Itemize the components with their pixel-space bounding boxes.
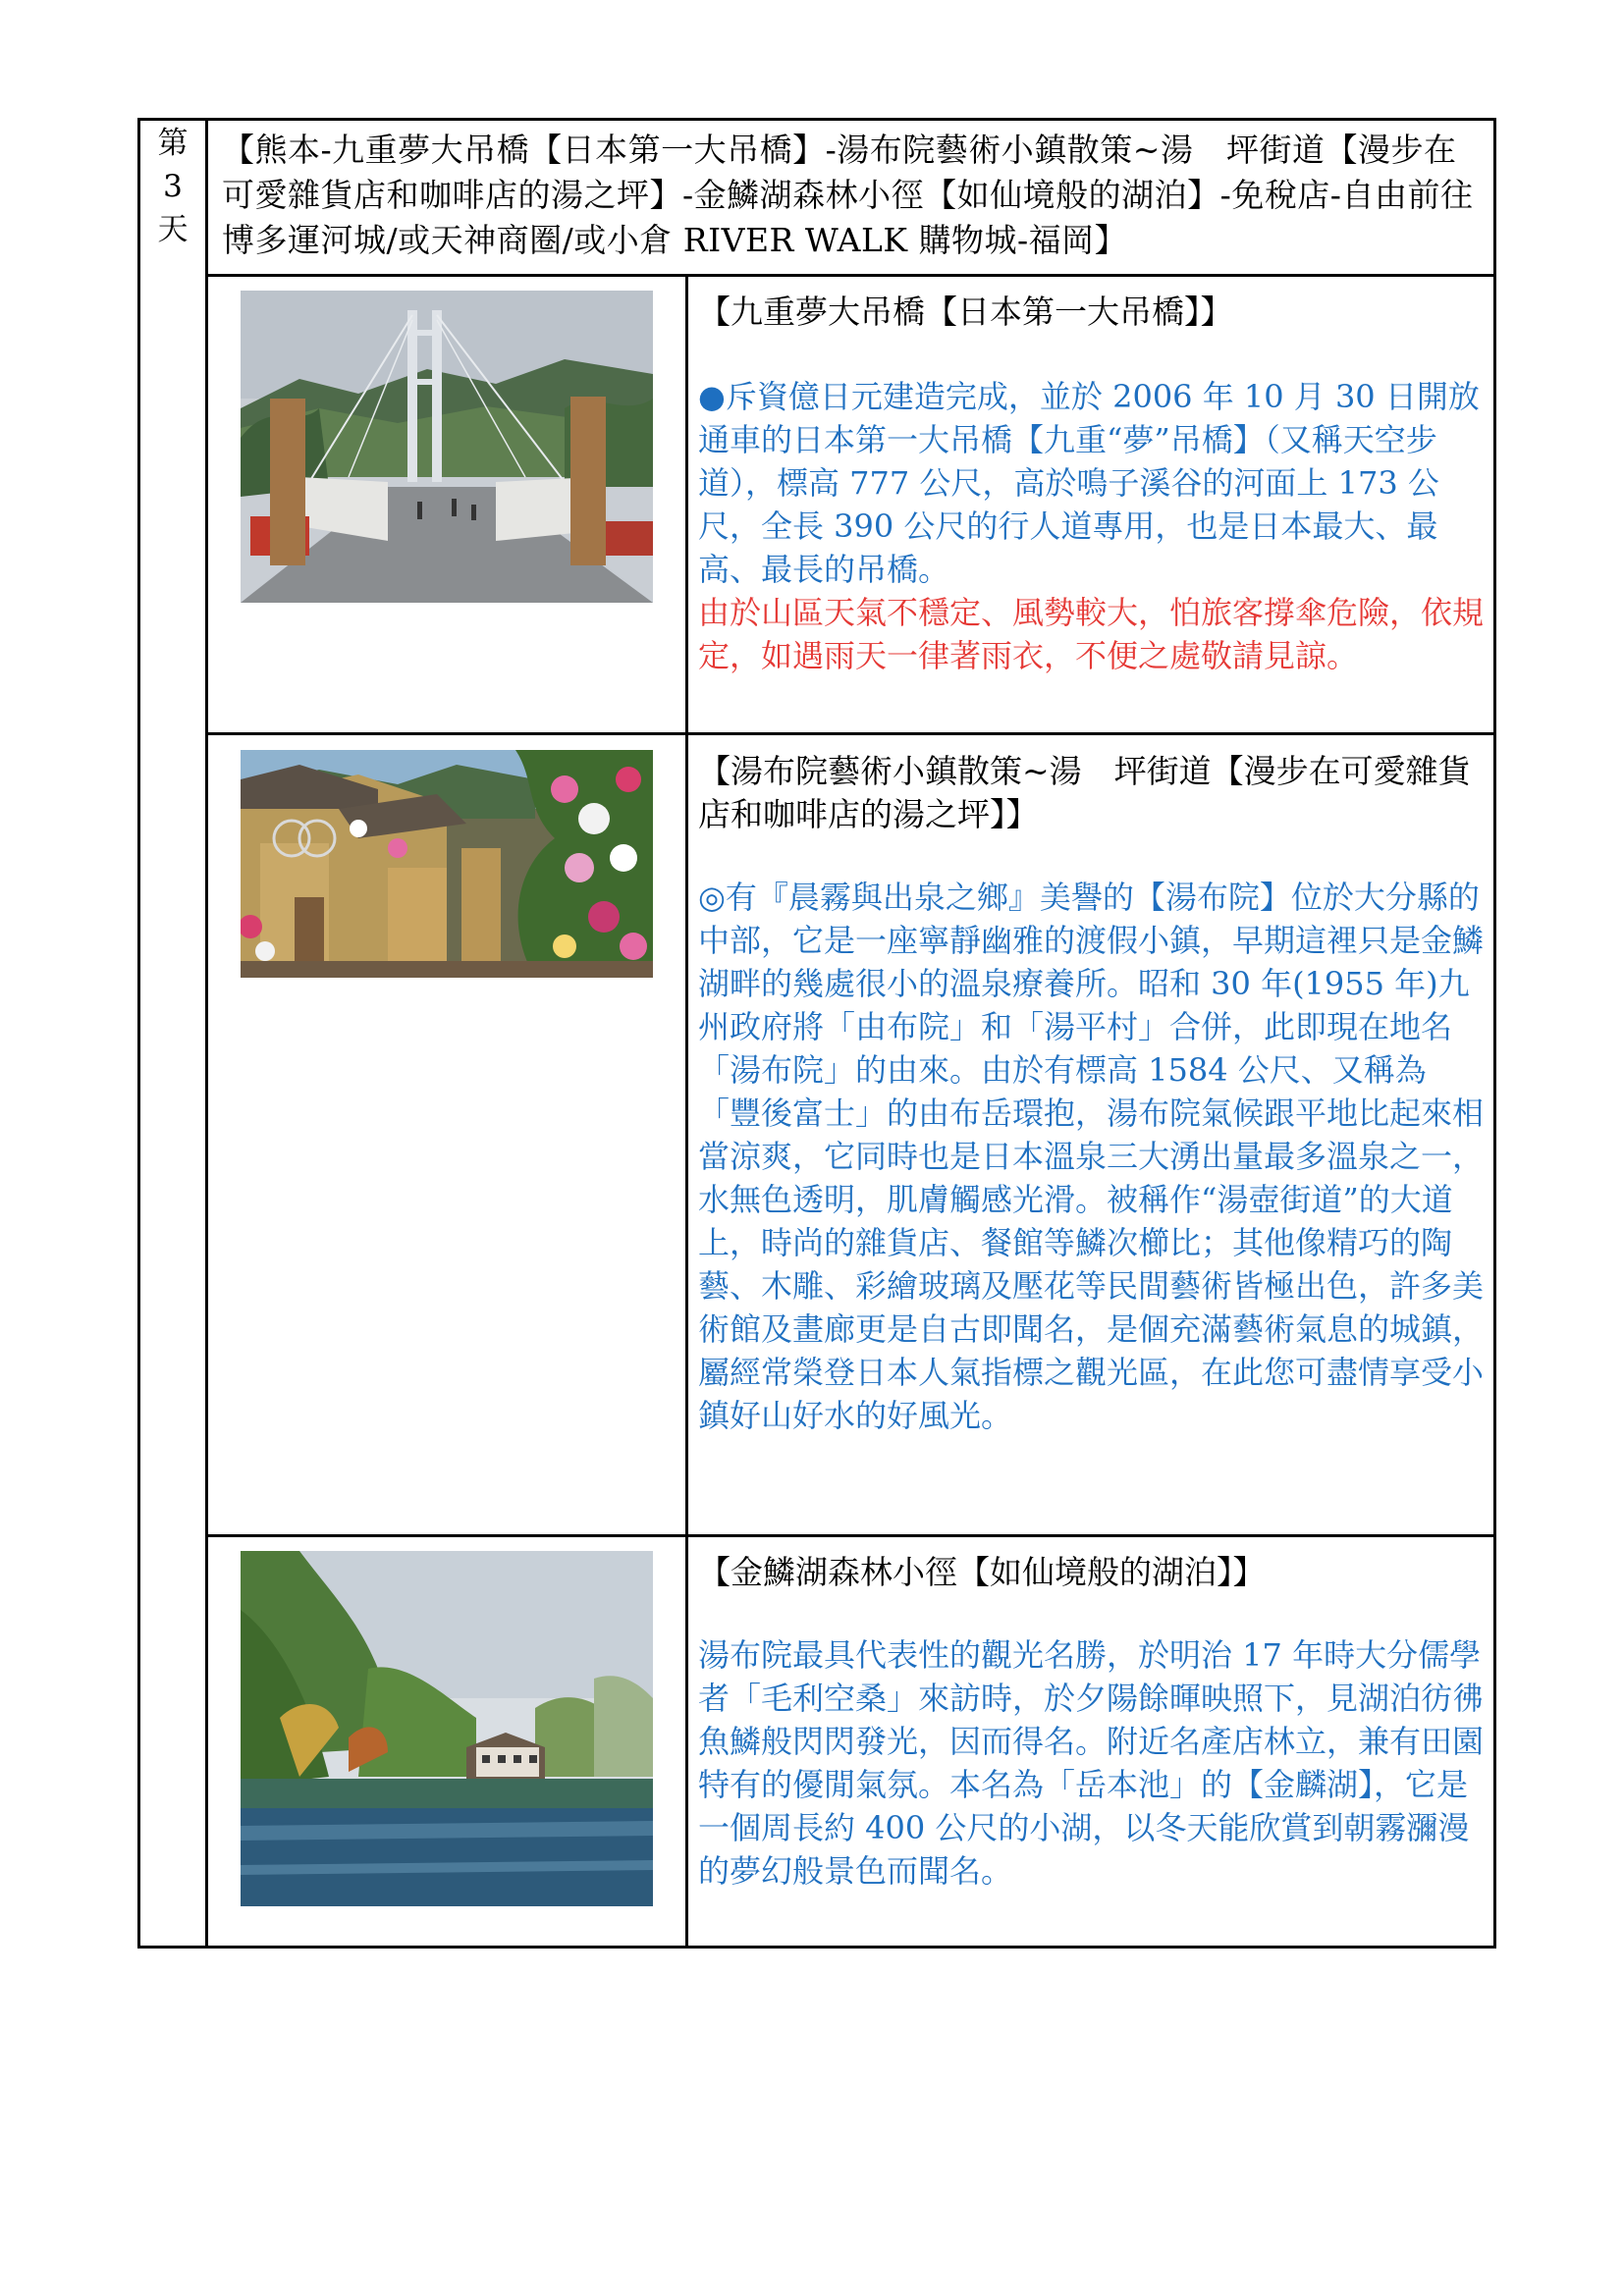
row-divider-1	[205, 732, 1496, 735]
section-title-yufuin: 【湯布院藝術小鎮散策~湯 坪街道【漫步在可愛雜貨店和咖啡店的湯之坪】】	[698, 752, 1471, 833]
day-label-char: 天	[157, 212, 189, 247]
section-desc-bridge: ●斥資億日元建造完成，並於 2006 年 10 月 30 日開放通車的日本第一大吊橋【九重“夢”吊橋】（又稱天空步道），標高 777 公尺，高於鳴子溪谷的河面上 173 公尺，全長 390 公尺的行人道專用，也是日本最大、最高、最長的吊橋。	[698, 378, 1480, 588]
yufuin-street-photo	[241, 750, 653, 978]
photo-column-divider	[685, 274, 688, 1949]
heading-divider	[205, 274, 1496, 277]
section-desc-kinrin-lake: 湯布院最具代表性的觀光名勝，於明治 17 年時大分儒學者「毛利空桑」來訪時，於夕陽餘暉映照下，見湖泊彷彿魚鱗般閃閃發光，因而得名。附近名產店林立，兼有田園特有的優閒氣氛。本名為「岳本池」的【金麟湖】，它是一個周長約 400 公尺的小湖，以冬天能欣賞到朝霧瀰漫的夢幻般景色而聞名。	[698, 1636, 1485, 1890]
day-label	[140, 122, 205, 251]
row-divider-2	[205, 1534, 1496, 1537]
day-label-char: 第	[157, 126, 189, 161]
section-warning-bridge: 由於山區天氣不穩定、風勢較大，怕旅客撐傘危險，依規定，如遇雨天一律著雨衣，不便之處敬請見諒。	[698, 594, 1485, 674]
section-desc-yufuin: ◎有『晨霧與出泉之鄉』美譽的【湯布院】位於大分縣的中部，它是一座寧靜幽雅的渡假小鎮，早期這裡只是金鱗湖畔的幾處很小的溫泉療養所。昭和 30 年(1955 年)九州政府將「由布院」和「湯平村」合併，此即現在地名「湯布院」的由來。由於有標高 1584 公尺、又稱為「豐後富士」的由布岳環抱，湯布院氣候跟平地比起來相當涼爽，它同時也是日本溫泉三大湧出量最多溫泉之一，水無色透明，肌膚觸感光滑。被稱作“湯壺街道”的大道上，時尚的雜貨店、餐館等鱗次櫛比；其他像精巧的陶藝、木雕、彩繪玻璃及壓花等民間藝術皆極出色，許多美術館及畫廊更是自古即聞名，是個充滿藝術氣息的城鎮，屬經常榮登日本人氣指標之觀光區，在此您可盡情享受小鎮好山好水的好風光。	[698, 879, 1485, 1434]
bridge-photo	[241, 291, 653, 603]
day-itinerary-heading: 【熊本-九重夢大吊橋【日本第一大吊橋】-湯布院藝術小鎮散策~湯 坪街道【漫步在可愛雜貨店和咖啡店的湯之坪】-金鱗湖森林小徑【如仙境般的湖泊】-免稅店-自由前往博多運河城/或天神商圈/或小倉 RIVER WALK 購物城-福岡】	[222, 131, 1474, 259]
section-title-kinrin-lake: 【金鱗湖森林小徑【如仙境般的湖泊】】	[698, 1553, 1266, 1591]
kinrin-lake-photo	[241, 1551, 653, 1906]
day-column-divider	[205, 118, 208, 1949]
section-title-bridge: 【九重夢大吊橋【日本第一大吊橋】】	[698, 293, 1233, 331]
day-label-number: 3	[163, 169, 183, 204]
